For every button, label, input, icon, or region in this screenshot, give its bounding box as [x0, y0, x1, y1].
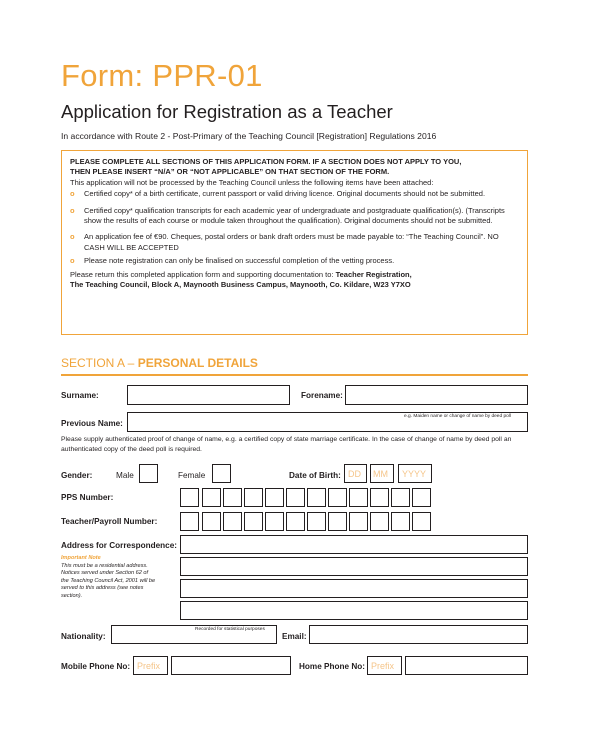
- payroll-digit-cell[interactable]: [307, 512, 326, 531]
- address-line-3-field[interactable]: [180, 579, 528, 598]
- forename-label: Forename:: [301, 391, 343, 400]
- payroll-digit-cell[interactable]: [349, 512, 368, 531]
- female-checkbox[interactable]: [212, 464, 231, 483]
- bullet-icon: o: [70, 256, 75, 266]
- pps-digit-cell[interactable]: [370, 488, 389, 507]
- dob-year-field[interactable]: [398, 464, 432, 483]
- home-phone-label: Home Phone No:: [299, 662, 365, 671]
- pps-digit-cell[interactable]: [223, 488, 242, 507]
- mobile-prefix-field[interactable]: [133, 656, 168, 675]
- dob-day-placeholder: DD: [348, 469, 361, 479]
- surname-field[interactable]: [127, 385, 290, 405]
- notice-bullet-transcripts: o Certified copy* qualification transcripts for each academic year of undergraduate and postgraduate qualification(s). (Transcripts show the results of each course or module taken throughout the qualification). Original documents should not be submitted.: [70, 205, 505, 226]
- section-divider: [61, 374, 528, 376]
- regulation-reference: In accordance with Route 2 - Post-Primary of the Teaching Council [Registration] Regulations 2016: [61, 131, 437, 141]
- mobile-phone-label: Mobile Phone No:: [61, 662, 131, 671]
- change-of-name-note: Please supply authenticated proof of change of name, e.g. a certified copy of state marriage certificate. In the case of change of name by deed poll an authenticated copy of the deed poll is required.: [61, 436, 512, 453]
- payroll-digit-cell[interactable]: [244, 512, 263, 531]
- home-prefix-placeholder: Prefix: [371, 661, 395, 671]
- dob-month-field[interactable]: [370, 464, 394, 483]
- payroll-digit-cell[interactable]: [286, 512, 305, 531]
- dob-year-placeholder: YYYY: [402, 469, 427, 479]
- payroll-digit-cell[interactable]: [412, 512, 431, 531]
- previous-name-label: Previous Name:: [61, 419, 123, 428]
- notice-intro: This application will not be processed by the Teaching Council unless the following items have been attached:: [70, 177, 434, 187]
- mobile-prefix-placeholder: Prefix: [137, 661, 161, 671]
- pps-digit-cell[interactable]: [265, 488, 284, 507]
- home-prefix-field[interactable]: [367, 656, 402, 675]
- email-field[interactable]: [309, 625, 528, 644]
- notice-bullet-vetting: o Please note registration can only be finalised on successful completion of the vetting process.: [70, 256, 395, 266]
- section-a-heading: SECTION A – PERSONAL DETAILS: [61, 356, 258, 370]
- pps-digit-cell[interactable]: [412, 488, 431, 507]
- gender-label: Gender:: [61, 471, 93, 480]
- pps-number-label: PPS Number:: [61, 493, 114, 502]
- bullet-icon: o: [70, 232, 75, 242]
- forename-field[interactable]: [345, 385, 528, 405]
- payroll-digit-cell[interactable]: [180, 512, 199, 531]
- pps-digit-cell[interactable]: [202, 488, 221, 507]
- dob-day-field[interactable]: [344, 464, 367, 483]
- dob-month-placeholder: MM: [373, 469, 388, 479]
- mobile-number-field[interactable]: [171, 656, 291, 675]
- payroll-digit-cell[interactable]: [328, 512, 347, 531]
- male-label: Male: [116, 471, 134, 480]
- female-label: Female: [178, 471, 206, 480]
- important-note-body: This must be a residential address. Notices served under Section 62 of the Teaching Council Act, 2001 will be served to this address (see notes section).: [61, 562, 156, 599]
- form-subtitle: Application for Registration as a Teacher: [61, 101, 393, 122]
- address-line-2-field[interactable]: [180, 557, 528, 576]
- notice-return-address: The Teaching Council, Block A, Maynooth Business Campus, Maynooth, Co. Kildare, W23 Y7XO: [70, 280, 411, 290]
- previous-name-hint: e.g. Maiden name or change of name by deed poll: [404, 414, 511, 419]
- important-note-heading: Important Note: [61, 555, 101, 561]
- payroll-digit-cell[interactable]: [370, 512, 389, 531]
- payroll-digit-cell[interactable]: [265, 512, 284, 531]
- home-number-field[interactable]: [405, 656, 528, 675]
- payroll-digit-cell[interactable]: [391, 512, 410, 531]
- pps-digit-cell[interactable]: [391, 488, 410, 507]
- address-label: Address for Correspondence:: [61, 541, 178, 550]
- notice-bullet-birth-cert: o Certified copy* of a birth certificate, current passport or valid driving licence. Original documents should not be submitted.: [70, 189, 486, 199]
- male-checkbox[interactable]: [139, 464, 158, 483]
- pps-digit-cell[interactable]: [307, 488, 326, 507]
- important-note: [61, 555, 156, 601]
- pps-digit-cell[interactable]: [244, 488, 263, 507]
- notice-heading-line-1: PLEASE COMPLETE ALL SECTIONS OF THIS APPLICATION FORM. IF A SECTION DOES NOT APPLY TO YOU,: [70, 157, 462, 166]
- form-title: Form: PPR-01: [61, 58, 263, 93]
- payroll-digit-cell[interactable]: [202, 512, 221, 531]
- nationality-hint: Recorded for statistical purposes: [195, 627, 265, 632]
- notice-bullet-fee: o An application fee of €90. Cheques, postal orders or bank draft orders must be made payable to: “The Teaching Council”. NO CASH WILL BE ACCEPTED: [70, 232, 499, 252]
- surname-label: Surname:: [61, 391, 99, 400]
- pps-digit-cell[interactable]: [349, 488, 368, 507]
- bullet-icon: o: [70, 205, 75, 215]
- address-line-4-field[interactable]: [180, 601, 528, 620]
- notice-heading-line-2: THEN PLEASE INSERT “N/A” OR “NOT APPLICABLE” ON THAT SECTION OF THE FORM.: [70, 167, 390, 177]
- address-line-1-field[interactable]: [180, 535, 528, 554]
- pps-digit-cell[interactable]: [180, 488, 199, 507]
- teacher-payroll-label: Teacher/Payroll Number:: [61, 517, 158, 526]
- pps-digit-cell[interactable]: [328, 488, 347, 507]
- notice-return-instructions: Please return this completed application form and supporting documentation to: Teacher Registration,: [70, 269, 412, 279]
- bullet-icon: o: [70, 189, 75, 199]
- email-label: Email:: [282, 632, 307, 641]
- nationality-label: Nationality:: [61, 632, 106, 641]
- instructions-notice-box: [61, 150, 528, 335]
- payroll-digit-cell[interactable]: [223, 512, 242, 531]
- date-of-birth-label: Date of Birth:: [289, 471, 341, 480]
- pps-digit-cell[interactable]: [286, 488, 305, 507]
